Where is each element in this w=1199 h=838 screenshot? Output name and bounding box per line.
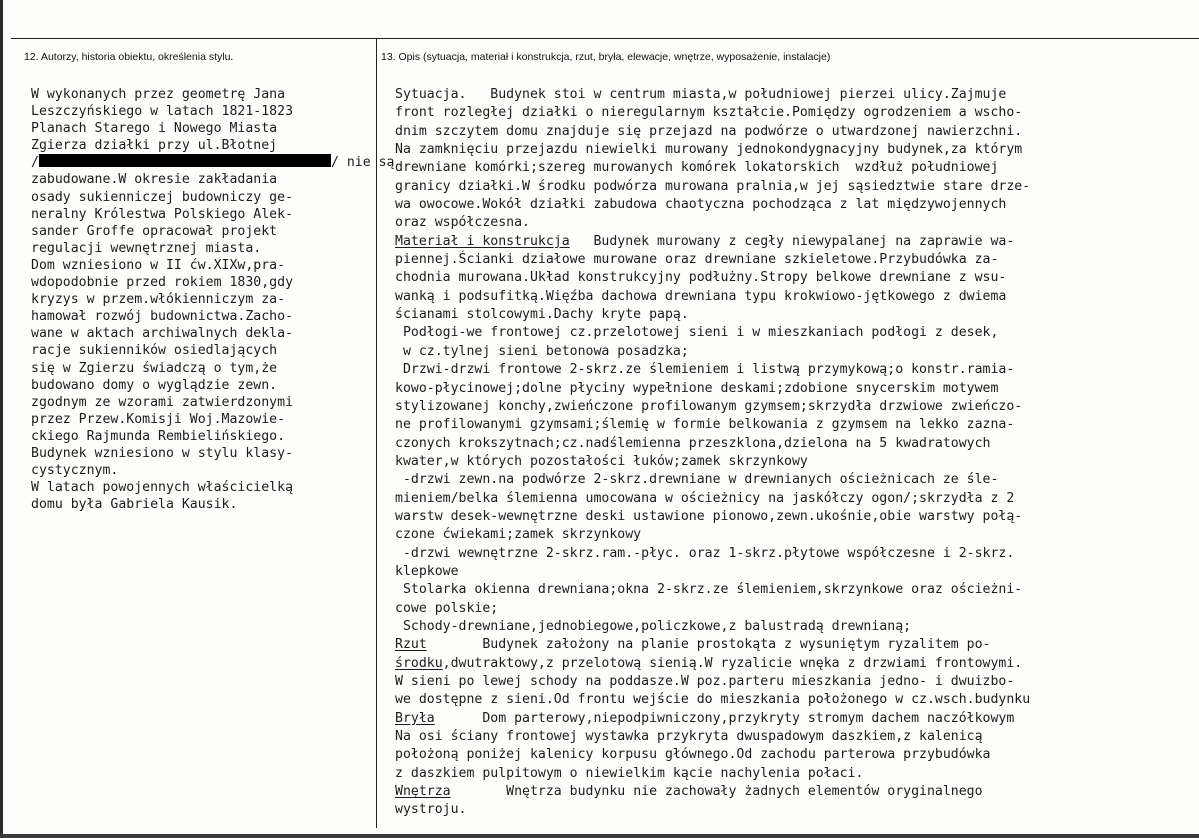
description-line: Budynek stoi w centrum miasta,w południowej pierzei ulicy.Zajmuje bbox=[466, 87, 1007, 102]
history-line: hamował rozwój budownictwa.Zacho- bbox=[31, 309, 294, 325]
history-line: się w Zgierzu świadczą o tym,że bbox=[31, 360, 278, 376]
description-line: warstw desek-wewnętrzne deski ustawione pionowo,zewn.ukośnie,obie warstwy połą- bbox=[395, 508, 1023, 524]
field-12-header: 12. Autorzy, historia obiektu, określenia stylu. bbox=[24, 51, 234, 63]
history-line: regulacji wewnętrznej miasta. bbox=[31, 240, 262, 256]
redaction-bar bbox=[39, 154, 331, 167]
section-label-bryla: Bryła bbox=[395, 710, 435, 726]
description-line: ne profilowanymi gzymsami;ślemię w formie belkowania z gzymsem na lekko zazna- bbox=[395, 417, 1015, 433]
history-line: osady sukienniczej budowniczy ge- bbox=[31, 189, 294, 205]
history-line: domu była Gabriela Kausik. bbox=[31, 497, 238, 513]
description-line: w cz.tylnej sieni betonowa posadzka; bbox=[395, 343, 689, 359]
description-line: stylizowanej konchy,zwieńczone profilowanym gzymsem;skrzydła drzwiowe zwieńczo- bbox=[395, 398, 1023, 414]
history-line: wane w aktach archiwalnych dekla- bbox=[31, 326, 294, 342]
description-line: front rozległej działki o nieregularnym kształcie.Pomiędzy ogrodzeniem a wscho- bbox=[395, 105, 1023, 121]
history-line: kryzys w przem.włókienniczym za- bbox=[31, 292, 286, 308]
history-line: Zgierza działki przy ul.Błotnej bbox=[31, 138, 278, 154]
history-line: Planach Starego i Nowego Miasta bbox=[31, 121, 278, 137]
history-line: Budynek wzniesiono w stylu klasy- bbox=[31, 445, 294, 461]
history-line: sander Groffe opracował projekt bbox=[31, 223, 278, 239]
description-line: oraz współczesna. bbox=[395, 215, 530, 231]
history-line: W wykonanych przez geometrę Jana bbox=[31, 87, 286, 102]
history-line: neralny Królestwa Polskiego Alek- bbox=[31, 206, 294, 222]
description-line: granicy działki.W środku podwórza murowana pralnia,w jej sąsiedztwie stare drze- bbox=[395, 178, 1031, 194]
section-label-srodku: środku bbox=[395, 655, 443, 671]
history-line: Leszczyńskiego w latach 1821-1823 bbox=[31, 104, 294, 120]
section-label-material: Materiał i konstrukcja bbox=[395, 233, 570, 249]
history-line: W latach powojennych właścicielką bbox=[31, 480, 294, 496]
description-line: Na osi ściany frontowej wystawka przykryta dwuspadowym daszkiem,z kalenicą bbox=[395, 729, 983, 745]
history-line: budowano domy o wyglądzie zewn. bbox=[31, 377, 278, 393]
description-line: klepkowe bbox=[395, 563, 459, 579]
history-line: Dom wzniesiono w II ćw.XIXw,pra- bbox=[31, 257, 286, 273]
description-line: Dom parterowy,niepodpiwniczony,przykryty stromym dachem naczółkowym bbox=[434, 710, 1015, 726]
description-line: czonych krokszytnach;cz.nadślemienna przeszklona,dzielona na 5 kwadratowych bbox=[395, 435, 991, 451]
description-line: piennej.Ścianki działowe murowane oraz drewniane szkieletowe.Przybudówka za- bbox=[395, 252, 999, 268]
description-line: Wnętrza budynku nie zachowały żadnych elementów oryginalnego bbox=[450, 784, 983, 800]
description-line: chodnia murowana.Układ konstrukcyjny podłużny.Stropy belkowe drewniane z wsu- bbox=[395, 270, 1007, 286]
description-line: ścianami stolcowymi.Dachy kryte papą. bbox=[395, 307, 689, 323]
history-line: wdopodobnie przed rokiem 1830,gdy bbox=[31, 275, 294, 291]
description-line: kwater,w których pozostałości łuków;zamek skrzynkowy bbox=[395, 453, 808, 469]
description-line: Podłogi-we frontowej cz.przelotowej sieni i w mieszkaniach podłogi z desek, bbox=[395, 325, 999, 341]
history-line: zgodnym ze wzorami zatwierdzonymi bbox=[31, 394, 294, 410]
description-line: cowe polskie; bbox=[395, 600, 499, 616]
description-line: -drzwi wewnętrzne 2-skrz.ram.-płyc. oraz 1-skrz.płytowe współczesne i 2-skrz. bbox=[395, 545, 1015, 561]
history-line: ckiego Rajmunda Rembielińskiego. bbox=[31, 428, 286, 444]
description-line: położoną poniżej kalenicy korpusu głównego.Od zachodu parterowa przybudówka bbox=[395, 747, 991, 763]
section-label-wnetrza: Wnętrza bbox=[395, 784, 451, 800]
description-line: Budynek murowany z cegły niewypalanej na zaprawie wa- bbox=[569, 233, 1015, 249]
history-text bbox=[31, 86, 394, 513]
description-line: drewniane komórki;szereg murowanych komórek lokatorskich wzdłuż południowej bbox=[395, 160, 999, 176]
description-text bbox=[395, 86, 1030, 820]
description-line: Schody-drewniane,jednobiegowe,policzkowe,z balustradą drewnianą; bbox=[395, 618, 912, 634]
section-label-sytuacja: Sytuacja. bbox=[395, 87, 467, 102]
history-line: cystycznym. bbox=[31, 463, 119, 479]
description-line: Stolarka okienna drewniana;okna 2-skrz.ze ślemieniem,skrzynkowe oraz ościeżni- bbox=[395, 582, 1023, 598]
description-line: -drzwi zewn.na podwórze 2-skrz.drewniane w drewnianych ościeżnicach ze śle- bbox=[395, 472, 999, 488]
history-line: racje sukienników osiedlających bbox=[31, 343, 278, 359]
section-label-rzut: Rzut bbox=[395, 637, 427, 653]
description-line: we dostępne z sieni.Od frontu wejście do mieszkania położonego w cz.wsch.budynku bbox=[395, 692, 1031, 708]
history-line: / nie są bbox=[330, 155, 395, 171]
history-line: zabudowane.W okresie zakładania bbox=[31, 172, 278, 188]
history-line: przez Przew.Komisji Woj.Mazowie- bbox=[31, 411, 286, 427]
description-line: kowo-płycinowej;dolne płyciny wypełnione deskami;zdobione snycerskim motywem bbox=[395, 380, 999, 396]
description-line: dnim szczytem domu znajduje się przejazd na podwórze o utwardzonej nawierzchni. bbox=[395, 123, 1023, 139]
description-line: wa owocowe.Wokół działki zabudowa chaotyczna pochodząca z lat międzywojennych bbox=[395, 197, 1007, 213]
description-line: ,dwutraktowy,z przelotową sienią.W ryzalicie wnęka z drzwiami frontowymi. bbox=[442, 655, 1023, 671]
description-line: wanką i podsufitką.Więźba dachowa drewniana typu krokwiowo-jętkowego z dwiema bbox=[395, 288, 1007, 304]
description-line: mieniem/belka ślemienna umocowana w ościeżnicy na jaskółczy ogon/;skrzydła z 2 bbox=[395, 490, 1015, 506]
description-line: W sieni po lewej schody na poddasze.W poz.parteru mieszkania jedno- i dwuizbo- bbox=[395, 674, 1015, 689]
field-13-header: 13. Opis (sytuacja, materiał i konstrukcja, rzut, bryła, elewacje, wnętrze, wyposażenie, instalacje) bbox=[381, 51, 831, 63]
description-line: Na zamknięciu przejazdu niewielki murowany jednokondygnacyjny budynek,za którym bbox=[395, 142, 1023, 158]
description-line: Drzwi-drzwi frontowe 2-skrz.ze ślemieniem i listwą przymykową;o konstr.ramia- bbox=[395, 362, 1015, 378]
description-line: Budynek założony na planie prostokąta z wysuniętym ryzalitem po- bbox=[426, 637, 991, 653]
scan-edge-bottom bbox=[0, 834, 1199, 838]
description-line: z daszkiem pulpitowym o niewielkim kącie nachylenia połaci. bbox=[395, 765, 864, 781]
history-line: / bbox=[31, 155, 39, 171]
header-rule bbox=[11, 38, 1199, 39]
description-line: wystroju. bbox=[395, 802, 467, 818]
description-line: czone ćwiekami;zamek skrzynkowy bbox=[395, 527, 642, 543]
